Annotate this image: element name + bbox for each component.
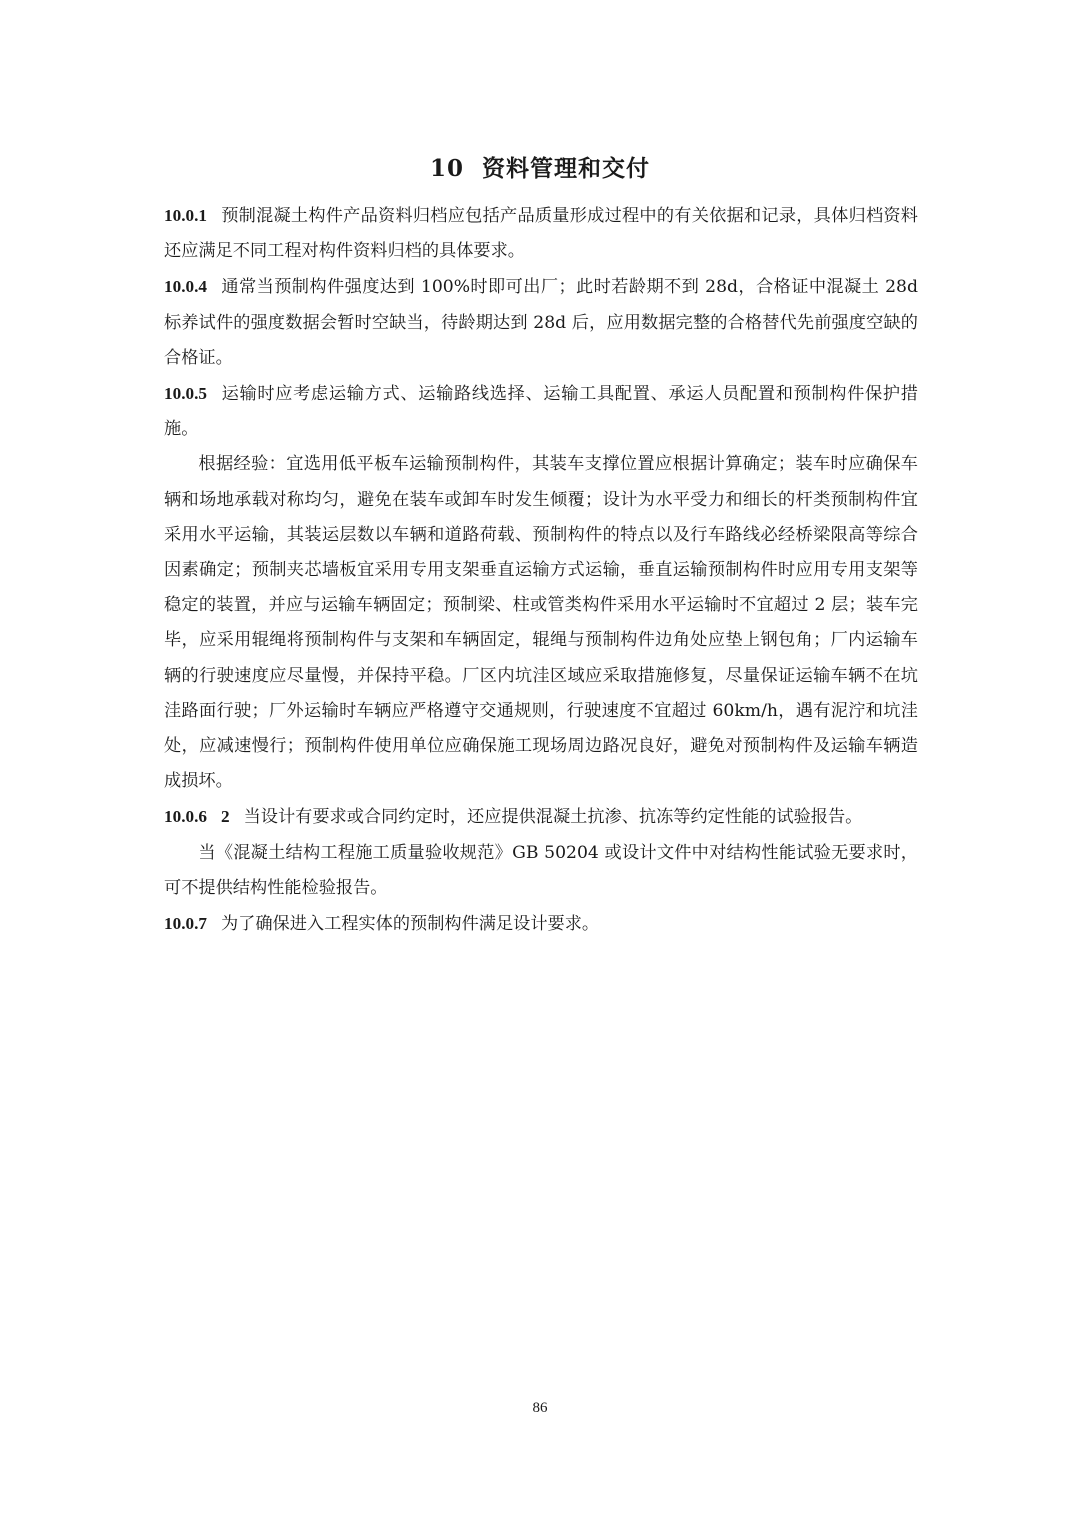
- explanation-paragraph: 当《混凝土结构工程施工质量验收规范》GB 50204 或设计文件中对结构性能试验无要求时，可不提供结构性能检验报告。: [164, 842, 918, 898]
- clause-10-0-1: [164, 198, 918, 269]
- clause-10-0-6: [164, 799, 918, 835]
- clause-number: 10.0.1: [164, 206, 207, 225]
- page-number: 86: [532, 1400, 548, 1416]
- clause-number: 10.0.6: [164, 807, 207, 827]
- clause-10-0-7: [164, 906, 918, 942]
- chapter-number: 10: [429, 155, 464, 182]
- clause-text: 运输时应考虑运输方式、运输路线选择、运输工具配置、承运人员配置和预制构件保护措施。: [164, 384, 918, 440]
- chapter-title: [0, 150, 1080, 183]
- item-number: 2: [220, 807, 230, 827]
- clause-number: 10.0.4: [164, 277, 207, 297]
- clause-10-0-5: [164, 376, 918, 447]
- explanation-paragraph: 根据经验：宜选用低平板车运输预制构件，其装车支撑位置应根据计算确定；装车时应确保车辆和场地承载对称均匀，避免在装车或卸车时发生倾覆；设计为水平受力和细长的杆类预制构件宜采用水平运输，其装运层数以车辆和道路荷载、预制构件的特点以及行车路线必经桥梁限高等综合因素确定；预制夹芯墙板宜采用专用支架垂直运输方式运输，垂直运输预制构件时应用专用支架等稳定的装置，并应与运输车辆固定；预制梁、柱或管类构件采用水平运输时不宜超过 2 层；装车完毕，应采用辊绳将预制构件与支架和车辆固定，辊绳与预制构件边角处应垫上钢包角；厂内运输车辆的行驶速度应尽量慢，并保持平稳。厂区内坑洼区域应采取措施修复，尽量保证运输车辆不在坑洼路面行驶；厂外运输时车辆应严格遵守交通规则，行驶速度不宜超过 60km/h，遇有泥泞和坑洼处，应减速慢行；预制构件使用单位应确保施工现场周边路况良好，避免对预制构件及运输车辆造成损坏。: [164, 454, 918, 792]
- clause-text: 通常当预制构件强度达到 100%时即可出厂；此时若龄期不到 28d，合格证中混凝土 28d 标养试件的强度数据会暂时空缺当，待龄期达到 28d 后，应用数据完整的合格替代先前强度空缺的合格证。: [164, 277, 918, 368]
- clause-number: 10.0.7: [164, 914, 207, 934]
- chapter-body: [164, 198, 918, 942]
- chapter-title-text: 资料管理和交付: [482, 155, 650, 182]
- clause-number: 10.0.5: [164, 384, 207, 404]
- clause-text: 预制混凝土构件产品资料归档应包括产品质量形成过程中的有关依据和记录，具体归档资料还应满足不同工程对构件资料归档的具体要求。: [164, 206, 918, 262]
- clause-10-0-4: [164, 269, 918, 376]
- clause-text: 当设计有要求或合同约定时，还应提供混凝土抗渗、抗冻等约定性能的试验报告。: [243, 807, 863, 828]
- clause-text: 为了确保进入工程实体的预制构件满足设计要求。: [220, 914, 600, 935]
